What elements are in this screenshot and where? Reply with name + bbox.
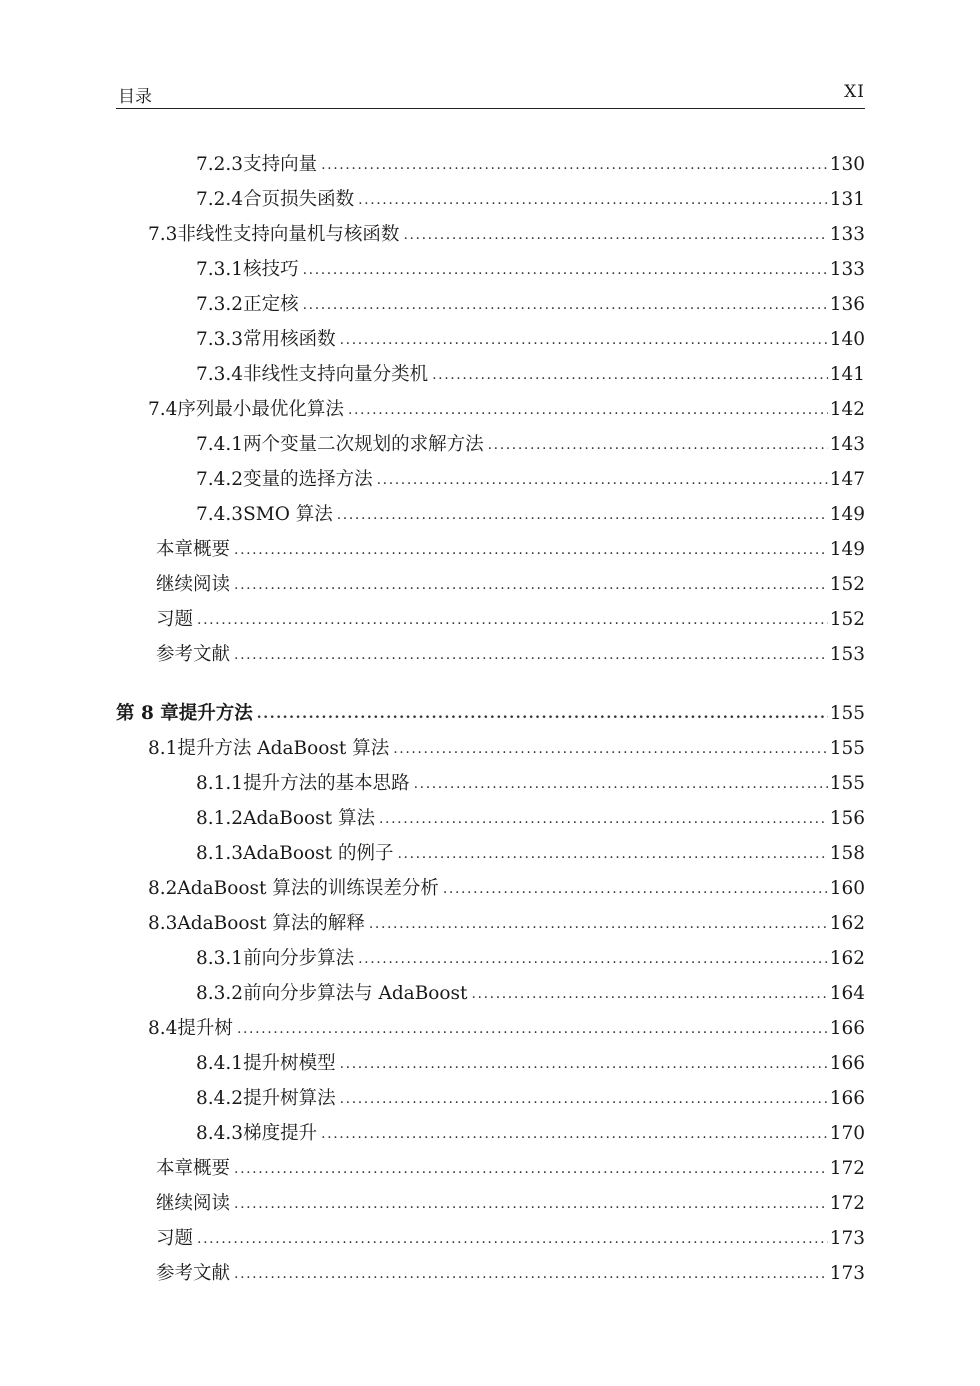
- toc-entry-number: 8.1: [148, 738, 178, 759]
- toc-entry-page-number: 172: [829, 1158, 865, 1179]
- toc-entry[interactable]: [0, 393, 865, 423]
- toc-entry-title: 前向分步算法: [243, 948, 355, 969]
- toc-entry-page-number: 164: [829, 983, 865, 1004]
- toc-entry[interactable]: [0, 148, 865, 178]
- toc-entry-title: 本章概要: [156, 1158, 231, 1179]
- toc-entry-title: 提升树算法: [243, 1088, 336, 1109]
- leader-dots: [234, 1263, 828, 1285]
- toc-entry[interactable]: [0, 872, 865, 902]
- toc-entry-title: AdaBoost 的例子: [243, 843, 394, 864]
- leader-dots: [234, 539, 828, 561]
- toc-entry-number: 7.3.4: [196, 364, 244, 385]
- toc-entry-title: AdaBoost 算法的解释: [177, 913, 365, 934]
- toc-entry[interactable]: [0, 253, 865, 283]
- toc-entry[interactable]: [0, 288, 865, 318]
- toc-entry-page-number: 152: [829, 609, 865, 630]
- leader-dots: [234, 1158, 828, 1180]
- toc-entry-page-number: 166: [829, 1053, 865, 1074]
- toc-entry-page-number: 155: [829, 773, 865, 794]
- toc-entry-number: 7.3.1: [196, 259, 244, 280]
- toc-entry-number: 7.4.1: [196, 434, 244, 455]
- toc-entry-number: 第 8 章: [116, 703, 179, 724]
- toc-entry-page-number: 155: [829, 738, 865, 759]
- leader-dots: [197, 609, 828, 631]
- toc-entry[interactable]: [0, 183, 865, 213]
- leader-dots: [303, 259, 828, 281]
- toc-entry-page-number: 153: [829, 644, 865, 665]
- toc-entry[interactable]: [0, 603, 865, 633]
- toc-entry[interactable]: [0, 568, 865, 598]
- toc-entry-title: 参考文献: [156, 644, 231, 665]
- toc-entry-page-number: 142: [829, 399, 865, 420]
- toc-entry-number: 7.2.3: [196, 154, 244, 175]
- toc-entry-title: AdaBoost 算法: [243, 808, 375, 829]
- toc-entry-number: 7.4.2: [196, 469, 244, 490]
- leader-dots: [398, 843, 828, 865]
- toc-entry-page-number: 133: [829, 224, 865, 245]
- toc-entry-page-number: 162: [829, 913, 865, 934]
- toc-entry-page-number: 170: [829, 1123, 865, 1144]
- toc-entry-title: 继续阅读: [156, 1193, 231, 1214]
- toc-entry[interactable]: [0, 907, 865, 937]
- toc-entry-title: 非线性支持向量机与核函数: [177, 224, 400, 245]
- leader-dots: [472, 983, 828, 1005]
- leader-dots: [257, 703, 828, 725]
- toc-entry[interactable]: [0, 1187, 865, 1217]
- leader-dots: [358, 189, 828, 211]
- leader-dots: [340, 1053, 828, 1075]
- leader-dots: [369, 913, 828, 935]
- toc-entry-title: 两个变量二次规划的求解方法: [243, 434, 484, 455]
- toc-entry[interactable]: [0, 323, 865, 353]
- toc-entry[interactable]: [0, 638, 865, 668]
- toc-entry-page-number: 173: [829, 1263, 865, 1284]
- header-page-number: XI: [844, 82, 865, 102]
- toc-entry-title: 习题: [156, 609, 194, 630]
- leader-dots: [443, 878, 828, 900]
- toc-entry-title: 提升树: [177, 1018, 233, 1039]
- toc-entry-number: 8.4.2: [196, 1088, 244, 1109]
- toc-entry[interactable]: [0, 977, 865, 1007]
- toc-entry-page-number: 131: [829, 189, 865, 210]
- toc-entry-page-number: 149: [829, 504, 865, 525]
- header-section-title: 目录: [118, 87, 152, 107]
- toc-entry-number: 7.3.3: [196, 329, 244, 350]
- toc-entry-number: 7.3.2: [196, 294, 244, 315]
- toc-entry[interactable]: [0, 358, 865, 388]
- toc-entry[interactable]: [0, 837, 865, 867]
- toc-entry-title: 本章概要: [156, 539, 231, 560]
- toc-entry[interactable]: [0, 1047, 865, 1077]
- toc-chapter-entry[interactable]: [0, 697, 865, 727]
- toc-entry-page-number: 141: [829, 364, 865, 385]
- toc-entry-page-number: 166: [829, 1088, 865, 1109]
- toc-entry-title: 变量的选择方法: [243, 469, 373, 490]
- toc-entry-title: 常用核函数: [243, 329, 336, 350]
- toc-entry-page-number: 166: [829, 1018, 865, 1039]
- leader-dots: [348, 399, 828, 421]
- leader-dots: [321, 154, 828, 176]
- toc-entry-page-number: 149: [829, 539, 865, 560]
- toc-entry-title: 提升方法: [178, 703, 253, 724]
- toc-entry-title: SMO 算法: [243, 504, 333, 525]
- toc-entry-number: 7.4.3: [196, 504, 244, 525]
- leader-dots: [377, 469, 828, 491]
- toc-entry[interactable]: [0, 802, 865, 832]
- toc-entry-number: 8.1.1: [196, 773, 244, 794]
- toc-entry-page-number: 158: [829, 843, 865, 864]
- toc-entry-number: 8.2: [148, 878, 178, 899]
- toc-entry-page-number: 160: [829, 878, 865, 899]
- toc-entry[interactable]: [0, 1012, 865, 1042]
- toc-entry-number: 8.3.2: [196, 983, 244, 1004]
- toc-entry[interactable]: [0, 463, 865, 493]
- leader-dots: [321, 1123, 828, 1145]
- toc-entry-page-number: 140: [829, 329, 865, 350]
- toc-entry-page-number: 136: [829, 294, 865, 315]
- toc-entry-title: 核技巧: [243, 259, 299, 280]
- toc-entry-page-number: 147: [829, 469, 865, 490]
- toc-entry-title: 提升方法 AdaBoost 算法: [177, 738, 390, 759]
- leader-dots: [340, 329, 828, 351]
- toc-entry-title: 序列最小最优化算法: [177, 399, 344, 420]
- toc-entry-number: 7.2.4: [196, 189, 244, 210]
- toc-entry[interactable]: [0, 1152, 865, 1182]
- leader-dots: [337, 504, 828, 526]
- toc-entry-title: 梯度提升: [243, 1123, 318, 1144]
- leader-dots: [393, 738, 827, 760]
- leader-dots: [358, 948, 828, 970]
- toc-entry-number: 8.1.3: [196, 843, 244, 864]
- toc-entry-page-number: 173: [829, 1228, 865, 1249]
- toc-entry-page-number: 155: [829, 703, 865, 724]
- toc-entry[interactable]: [0, 218, 865, 248]
- toc-entry-number: 8.4.3: [196, 1123, 244, 1144]
- toc-entry-number: 8.3: [148, 913, 178, 934]
- page-header: [116, 78, 865, 109]
- toc-entry-page-number: 162: [829, 948, 865, 969]
- leader-dots: [234, 1193, 828, 1215]
- toc-entry[interactable]: [0, 428, 865, 458]
- toc-entry-title: 合页损失函数: [243, 189, 355, 210]
- toc-entry-number: 8.3.1: [196, 948, 244, 969]
- toc-entry[interactable]: [0, 732, 865, 762]
- toc-entry-title: 支持向量: [243, 154, 318, 175]
- toc-entry-page-number: 152: [829, 574, 865, 595]
- toc-entry[interactable]: [0, 498, 865, 528]
- leader-dots: [234, 574, 828, 596]
- leader-dots: [403, 224, 827, 246]
- toc-entry[interactable]: [0, 767, 865, 797]
- toc-entry-number: 8.1.2: [196, 808, 244, 829]
- toc-entry-number: 8.4: [148, 1018, 178, 1039]
- toc-entry-page-number: 172: [829, 1193, 865, 1214]
- leader-dots: [237, 1018, 828, 1040]
- toc-entry-title: 参考文献: [156, 1263, 231, 1284]
- toc-entry[interactable]: [0, 533, 865, 563]
- toc-entry[interactable]: [0, 1257, 865, 1287]
- leader-dots: [303, 294, 828, 316]
- toc-entry-title: 正定核: [243, 294, 299, 315]
- toc-entry-page-number: 130: [829, 154, 865, 175]
- toc-entry-page-number: 143: [829, 434, 865, 455]
- leader-dots: [340, 1088, 828, 1110]
- toc-entry[interactable]: [0, 1222, 865, 1252]
- toc-entry-title: 习题: [156, 1228, 194, 1249]
- toc-entry[interactable]: [0, 1082, 865, 1112]
- toc-entry[interactable]: [0, 942, 865, 972]
- leader-dots: [234, 644, 828, 666]
- toc-entry-title: 提升树模型: [243, 1053, 336, 1074]
- toc-entry-title: 前向分步算法与 AdaBoost: [243, 983, 468, 1004]
- toc-entry-page-number: 133: [829, 259, 865, 280]
- toc-entry-title: 继续阅读: [156, 574, 231, 595]
- leader-dots: [432, 364, 828, 386]
- toc-entry[interactable]: [0, 1117, 865, 1147]
- leader-dots: [414, 773, 828, 795]
- toc-entry-title: AdaBoost 算法的训练误差分析: [177, 878, 439, 899]
- toc-entry-title: 非线性支持向量分类机: [243, 364, 429, 385]
- toc-entry-number: 7.4: [148, 399, 178, 420]
- toc-entry-number: 8.4.1: [196, 1053, 244, 1074]
- toc-entry-title: 提升方法的基本思路: [243, 773, 410, 794]
- toc-entry-page-number: 156: [829, 808, 865, 829]
- toc-entry-number: 7.3: [148, 224, 178, 245]
- leader-dots: [379, 808, 828, 830]
- leader-dots: [197, 1228, 828, 1250]
- leader-dots: [488, 434, 828, 456]
